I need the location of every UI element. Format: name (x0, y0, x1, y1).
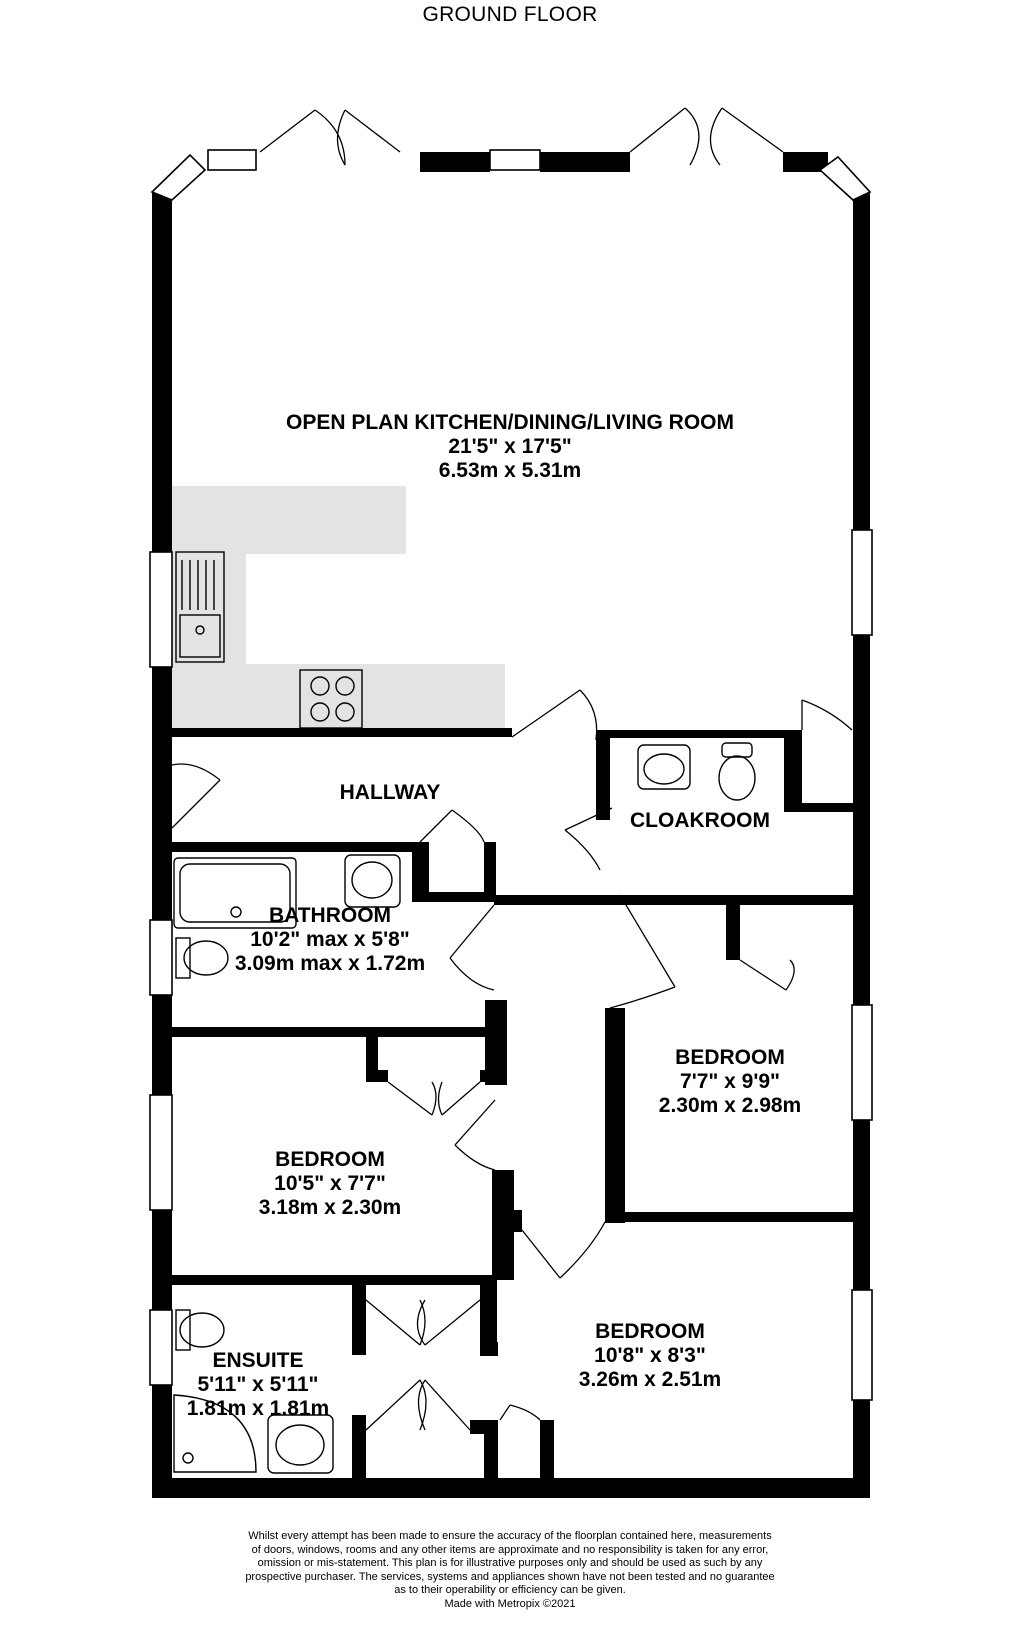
disclaimer-line: prospective purchaser. The services, systems and appliances shown have not been tested and no guarantee (245, 1570, 775, 1583)
room-name: BEDROOM (595, 1320, 705, 1343)
room-label-bedroom-2 (210, 1148, 450, 1220)
room-imperial: 5'11" x 5'11" (197, 1373, 319, 1396)
made-with-credit: Made with Metropix ©2021 (444, 1597, 576, 1610)
room-name: BEDROOM (675, 1046, 785, 1069)
floor-title: GROUND FLOOR (422, 3, 598, 26)
room-label-living (200, 411, 820, 483)
room-name: OPEN PLAN KITCHEN/DINING/LIVING ROOM (285, 411, 734, 434)
room-metric: 1.81m x 1.81m (186, 1397, 330, 1420)
room-name: CLOAKROOM (630, 809, 770, 832)
room-label-bathroom (200, 904, 460, 976)
disclaimer-line: omission or mis-statement. This plan is for illustrative purposes only and should be used as such by any (257, 1557, 763, 1570)
room-metric: 2.30m x 2.98m (658, 1094, 802, 1117)
room-metric: 3.09m max x 1.72m (234, 952, 426, 975)
room-label-bedroom-1 (620, 1046, 840, 1118)
room-imperial: 10'5" x 7'7" (274, 1172, 386, 1195)
room-imperial: 10'2" max x 5'8" (250, 928, 410, 951)
room-name: ENSUITE (212, 1349, 304, 1372)
room-metric: 3.26m x 2.51m (578, 1368, 722, 1391)
bathroom-basin (345, 855, 400, 907)
cloakroom-toilet (719, 743, 755, 800)
room-metric: 6.53m x 5.31m (438, 459, 582, 482)
room-name: BATHROOM (268, 904, 392, 927)
room-imperial: 7'7" x 9'9" (680, 1070, 780, 1093)
room-label-ensuite (158, 1349, 358, 1421)
room-imperial: 10'8" x 8'3" (594, 1344, 706, 1367)
room-imperial: 21'5" x 17'5" (448, 435, 572, 458)
disclaimer (200, 1530, 820, 1612)
ensuite-basin (268, 1415, 333, 1473)
room-label-hallway (300, 781, 480, 805)
room-name: HALLWAY (339, 781, 441, 804)
disclaimer-line: of doors, windows, rooms and any other items are approximate and no responsibility is taken for any error, (251, 1543, 769, 1556)
ensuite-toilet (176, 1310, 224, 1350)
disclaimer-line: as to their operability or efficiency can be given. (394, 1584, 626, 1597)
disclaimer-line: Whilst every attempt has been made to ensure the accuracy of the floorplan contained here, measurements (248, 1530, 772, 1542)
cloakroom-basin (638, 745, 690, 789)
room-name: BEDROOM (275, 1148, 385, 1171)
room-metric: 3.18m x 2.30m (258, 1196, 402, 1219)
room-label-bedroom-3 (540, 1320, 760, 1392)
room-label-cloakroom (610, 809, 790, 833)
